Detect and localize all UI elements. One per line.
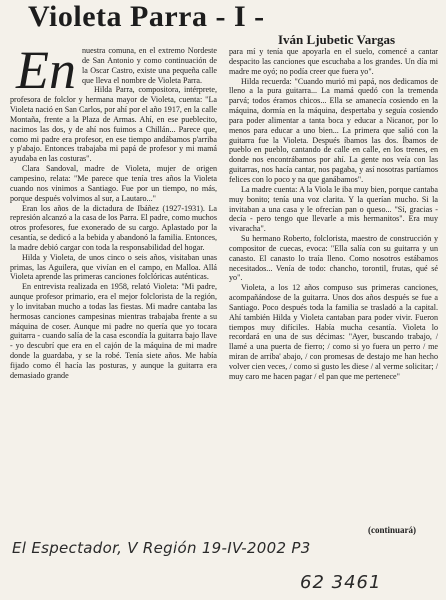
paragraph: Eran los años de la dictadura de Ibáñez (1927-1931). La represión alcanzó a la casa de los Parra. El padre, como muchos otros profesores, fue exonerado de su cargo. Aplastado por la cesantía, se dedicó a la bebida y abandonó la familia. Entonces, la madre debió cargar con toda la responsabilidad del hogar.	[10, 203, 217, 252]
paragraph: para mí y tenía que apoyarla en el suelo, comencé a cantar despacito las canciones que escuchaba a los grandes. Un día mi madre me oyó; no podía creer que fuera yo".	[229, 47, 438, 76]
article-author: Iván Ljubetic Vargas	[278, 32, 396, 47]
paragraph: Clara Sandoval, madre de Violeta, mujer de origen campesino, relata: "Me parece que tenía tres años la Violeta cuando nos vinimos a Santiago. Fue por un tiempo, no más, porque después volvimos al sur, a Lautaro..."	[10, 164, 217, 203]
paragraph: Hilda recuerda: "Cuando murió mi papá, nos dedicamos de lleno a la pura guitarra... La mamá quedó con la tremenda parvá; todos éramos chicos... Ella se amanecía cosiendo en la máquina, dormía en la máquina, despertaba y seguía cosiendo para poder alimentar a tanta boca y educar a Nicanor, por lo menos para educar a uno bien... La primera que salió con la guitarra fue la Violeta. Después íbamos las dos. Íbamos de pueblo en pueblo, cantando de calle en calle, en los trenes, en donde nos encontrábamos por ahí. La gente nos veía con las guitarras, nos hacía cantar, nos pagaba, y así nosotras partíamos felices con lo poco y na que ganábamos".	[229, 76, 438, 184]
paragraph: La madre cuenta: A la Viola le iba muy bien, porque cantaba muy bonito; tenía una voz clarita. Y la querían mucho. Si la invitaban a una casa y le ofrecían pan o queso... "Sí, gracias - decía - pero tengo que llevarle a mis hermanitos". Era muy vivaracha".	[229, 184, 438, 234]
paragraph: nuestra comuna, en el extremo Nordeste de San Antonio y como continuación de la Oscar Castro, existe una pequeña calle que lleva el nombre de Violeta Parra.	[82, 46, 217, 85]
article-title: Violeta Parra - I -	[28, 0, 265, 33]
paragraph: Hilda y Violeta, de unos cinco o seis años, visitaban unas primas, las Aguilera, que vivían en el campo, en Malloa. Allá Violeta aprende las primeras canciones folclóricas auténticas.	[10, 252, 217, 282]
article-column-right	[229, 47, 438, 553]
drop-cap: En	[16, 46, 76, 100]
paragraph: Violeta, a los 12 años compuso sus primeras canciones, acompañándose de la guitarra. Unos dos años después se fue a Santiago. Poco después toda la familia se trasladó a la capital. Ahí también Hilda y Violeta cantaban para poder vivir. Fueron tiempos muy difíciles. Había mucha cesantía. Violeta lo recordará en una de sus décimas: "Ayer, buscando trabajo, / llamé a una puerta de fierro; / como si yo fuera un perro / me miran de arriba' abajo, / con promesas de destajo me han hecho volver cien veces, / como si gusto les diese / al verme solicitar; / muy caro me hacen pagar / el pan que me pertenece"	[229, 283, 438, 381]
paragraph: En entrevista realizada en 1958, relató Violeta: "Mi padre, aunque profesor primario, era el mejor folclorista de la región, y lo invitaban mucho a todas las fiestas. Mi madre cantaba las hermosas canciones campesinas mientras trabajaba frente a su máquina de coser. Aunque mi padre no quería que yo tocara guitarra - cuando salía de la casa escondía la guitarra bajo llave - yo descubrí que era en el cajón de la máquina de mi madre donde la guardaba, y se la robé. Tenía siete años. Me había fijado como él hacía las posturas, y aunque la guitarra era demasiado grande	[10, 282, 217, 380]
handwritten-source-note: El Espectador, V Región 19-IV-2002 P3	[12, 539, 311, 557]
continuation-note: (continuará)	[368, 525, 416, 535]
article-column-left	[10, 46, 217, 556]
paragraph: Hilda Parra, compositora, intérprete, profesora de folclor y hermana mayor de Violeta, cuenta: "La Violeta nació en San Carlos, por ahí por el año 1917, en la calle Montaña, frente a la Plaza de Armas. Ahí, en ese pueblecito, nacimos las dos, y de ahí nos fuimos a Chillán... Parece que, como mi padre era profesor, en ese tiempo andábamos p'arriba y p'abajo. Entonces trabajaba mi papá de profesor y mi mamá ayudaba en las costuras".	[10, 85, 217, 164]
paragraph: Su hermano Roberto, folclorista, maestro de construcción y compositor de cuecas, evoca: "Ella salía con su guitarra y un canasto. El canasto lo traía lleno. Como nosotros estábamos necesitados... Venía de todo: chancho, torontil, frutas, qué sé yo".	[229, 234, 438, 283]
handwritten-archive-code: 62 3461	[300, 572, 382, 593]
